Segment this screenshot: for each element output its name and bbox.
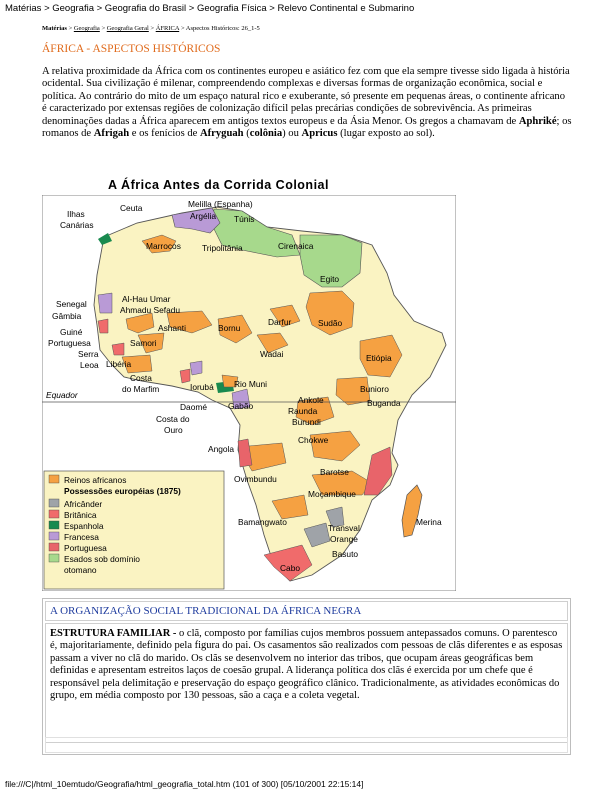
map-label: Senegal — [56, 299, 87, 309]
crumb-sep: > — [99, 25, 107, 32]
map-label: Orange — [330, 534, 358, 544]
map-label: Angola — [208, 444, 235, 454]
info-box-empty-row — [45, 737, 568, 753]
map-label: Marrocos — [146, 241, 181, 251]
map-label: Ceuta — [120, 203, 143, 213]
section-title: ÁFRICA - ASPECTOS HISTÓRICOS — [42, 43, 221, 55]
map-label: Serra — [78, 349, 99, 359]
breadcrumb-header: Matérias > Geografia > Geografia do Brasil > Geografia Física > Relevo Continental e Submarino — [5, 3, 415, 14]
map-label: Rio Muni — [234, 379, 268, 389]
map-label: Barotse — [320, 467, 349, 477]
map-label: Cirenaica — [278, 241, 314, 251]
legend-label: Reinos africanos — [64, 475, 127, 485]
map-label: Etiópia — [366, 353, 392, 363]
legend-label: Portuguesa — [64, 543, 107, 553]
map-label: Transval — [328, 523, 360, 533]
africa-map — [42, 195, 456, 591]
map-label: Burundi — [292, 417, 321, 427]
map-label: Samori — [130, 338, 157, 348]
map-label: Portuguesa — [48, 338, 91, 348]
map-label: Melilla (Espanha) — [188, 199, 253, 209]
map-label: Bamangwato — [238, 517, 287, 527]
legend-heading: Possessões européias (1875) — [64, 486, 181, 496]
map-title: A África Antes da Corrida Colonial — [108, 178, 329, 192]
map-label: Costa — [130, 373, 152, 383]
map-label: Ilhas — [67, 209, 85, 219]
map-label: Chokwe — [298, 435, 329, 445]
crumb-link-geografia-geral[interactable]: Geografia Geral — [106, 25, 149, 32]
map-label: Ovimbundu — [234, 474, 277, 484]
map-label: Raunda — [288, 406, 318, 416]
map-label: Ankole — [298, 395, 324, 405]
info-box-body: ESTRUTURA FAMILIAR - o clã, composto por famílias cujos membros possuem antepassados comuns. O parentesco é, majoritariamente, definido pela figura do pai. Os casamentos são realizados com pessoas de clãs diferentes e as esposas passam a viver no clã do marido. Os clãs se desenvolvem no interior das tribos, que ocupam áreas geográficas bem definidas e apresentam estreitos laços de coesão grupal. A liderança política dos clãs é exercida por um chefe que é responsável pela delimitação e preservação do espaço geográfico clânico. Tradicionalmente, as atividades econômicas do grupo, em média composto por 130 pessoas, são a caça e a coleta vegetal. — [45, 623, 568, 743]
legend-label: Britânica — [64, 510, 97, 520]
map-label: Túnis — [234, 214, 255, 224]
crumb-link-geografia[interactable]: Geografia — [73, 25, 100, 32]
crumb-link-africa[interactable]: ÁFRICA — [155, 25, 180, 32]
map-label: Wadai — [260, 349, 284, 359]
legend-label: Francesa — [64, 532, 99, 542]
map-label: Argélia — [190, 211, 217, 221]
map-label: Buganda — [367, 398, 401, 408]
map-label: Moçambique — [308, 489, 356, 499]
map-label: Sudão — [318, 318, 343, 328]
map-label: Bunioro — [360, 384, 389, 394]
legend-label: Espanhola — [64, 521, 104, 531]
map-label: Darfur — [268, 317, 292, 327]
crumb-sep: > — [148, 25, 156, 32]
map-label: Tripolitânia — [202, 243, 243, 253]
map-label: Merina — [416, 517, 442, 527]
map-label: Costa do — [156, 414, 190, 424]
legend-label: Esados sob domínio — [64, 554, 140, 564]
map-label: Ashanti — [158, 323, 186, 333]
map-label: Daomé — [180, 402, 207, 412]
crumb-current: > Aspectos Históricos: 26_1-5 — [179, 25, 260, 32]
map-label: Egito — [320, 274, 340, 284]
footer-file-path: file:///C|/html_10emtudo/Geografia/html_geografia_total.htm (101 of 300) [05/10/2001 22:15:14] — [5, 779, 364, 789]
map-label: Al-Hau Umar — [122, 294, 171, 304]
breadcrumb — [42, 25, 260, 32]
map-label: Guiné — [60, 327, 83, 337]
map-label: do Marfim — [122, 384, 160, 394]
map-label: Ouro — [164, 425, 183, 435]
map-label-equator: Equador — [46, 390, 78, 400]
info-box — [42, 598, 571, 755]
info-box-title: A ORGANIZAÇÃO SOCIAL TRADICIONAL DA ÁFRICA NEGRA — [45, 601, 568, 621]
map-label: Libéria — [106, 359, 132, 369]
crumb-sep: > — [66, 25, 74, 32]
map-label: Bornu — [218, 323, 241, 333]
map-label: Gâmbia — [52, 311, 82, 321]
map-label: Cabo — [280, 563, 301, 573]
intro-paragraph: A relativa proximidade da África com os continentes europeu e asiático fez com que ela sempre tivesse sido ligada à história ocidental. Sua civilização é milenar, compreendendo complexas e diversas formas de organização econômica, social e política. Ao contrário do mito de um espaço natural rico e exuberante, só presente em pequenas áreas, o continente africano é caracterizado por extensas regiões de colonização difícil pelas precárias condições de sobrevivência. As primeiras denominações dadas a África aparecem em antigos textos europeus e da Ásia Menor. Os gregos a chamavam de Aphriké; os romanos de Afrigah e os fenícios de Afryguah (colônia) ou Apricus (lugar exposto ao sol). — [42, 66, 572, 140]
crumb-link-materias[interactable]: Matérias — [42, 25, 67, 32]
legend-label: otomano — [64, 565, 97, 575]
map-label: Iorubá — [190, 382, 214, 392]
legend-label: Africânder — [64, 499, 103, 509]
map-label: Ahmadu Sefadu — [120, 305, 181, 315]
map-label: Basuto — [332, 549, 359, 559]
map-legend — [44, 471, 224, 589]
map-label: Canárias — [60, 220, 94, 230]
map-label: Leoa — [80, 360, 99, 370]
map-label: Gabão — [228, 401, 254, 411]
